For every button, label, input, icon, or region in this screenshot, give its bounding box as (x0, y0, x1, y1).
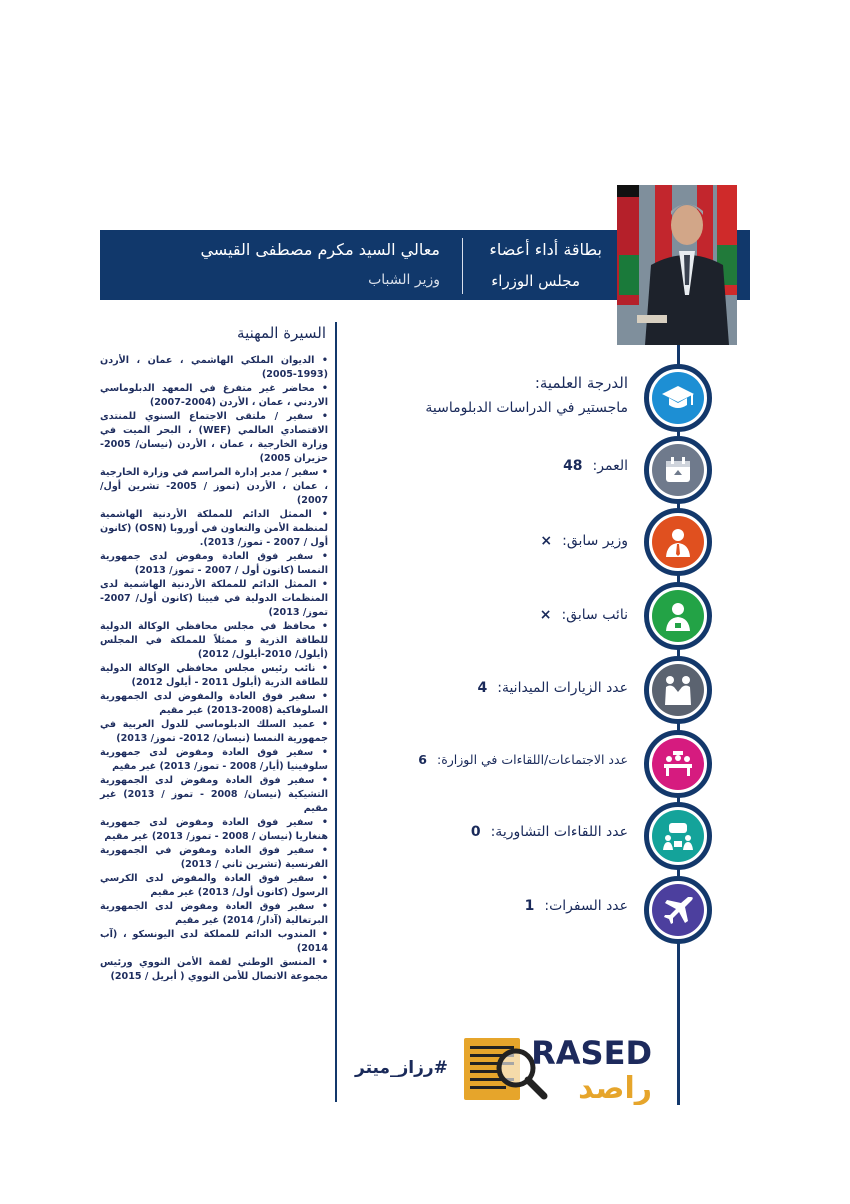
list-item: • سفير فوق العادة ومفوض لدى جمهورية سلوفينيا (أيار/ 2008 - تموز/ 2013) غير مقيم (100, 746, 328, 774)
header-divider (462, 238, 463, 294)
stat-age-label: العمر: (592, 458, 628, 474)
stat-trips-label: عدد السفرات: (544, 898, 628, 914)
stat-former-minister (540, 533, 628, 549)
calendar-icon (644, 436, 712, 504)
logo-latin-text: RASED (531, 1034, 652, 1072)
stat-former-deputy-value: × (539, 607, 552, 623)
stat-trips (525, 898, 628, 914)
stat-degree-label: الدرجة العلمية: (534, 374, 628, 392)
list-item: • سفير فوق العادة والمفوض لدى الكرسي الرسول (كانون أول/ 2013) غير مقيم (100, 872, 328, 900)
stat-degree-value: ماجستير في الدراسات الدبلوماسية (425, 400, 628, 416)
stat-age (563, 458, 628, 474)
stat-field-visits-label: عدد الزيارات الميدانية: (497, 680, 628, 696)
stat-consultations (471, 824, 628, 840)
deputy-icon (644, 582, 712, 650)
list-item: • سفير فوق العادة ومفوض لدى الجمهورية البرتغالية (آذار/ 2014) غير مقيم (100, 900, 328, 928)
handshake-icon (644, 656, 712, 724)
minister-position: وزير الشباب (368, 272, 440, 288)
list-item: • سفير فوق العادة ومفوض لدى جمهورية هنغاريا (نيسان / 2008 - تموز/ 2013) غير مقيم (100, 816, 328, 844)
airplane-icon (644, 876, 712, 944)
stat-consultations-value: 0 (470, 824, 481, 840)
list-item: • سفير فوق العادة ومفوض لدى جمهورية النمسا (كانون أول / 2007 - تموز/ 2013) (100, 550, 328, 578)
stat-age-value: 48 (563, 458, 583, 474)
minister-icon (644, 508, 712, 576)
list-item: • محاضر غير متفرغ في المعهد الدبلوماسي الاردني ، عمان ، الأردن (2004-2007) (100, 382, 328, 410)
hashtag: #رزاز_ميتر (355, 1058, 448, 1078)
stat-meetings-label: عدد الاجتماعات/اللقاءات في الوزارة: (437, 752, 628, 767)
list-item: • سفير فوق العادة ومفوض لدى الجمهورية التشيكية (نيسان/ 2008 - تموز / 2013) غير مقيم (100, 774, 328, 816)
stat-consultations-label: عدد اللقاءات التشاورية: (490, 824, 628, 840)
career-title: السيرة المهنية (237, 324, 326, 342)
minister-photo (617, 185, 737, 345)
stat-trips-value: 1 (524, 898, 535, 914)
logo-arabic-text: راصد (578, 1071, 652, 1105)
list-item: • سفير فوق العادة والمفوض لدى الجمهورية السلوفاكية (2008-2013) غير مقيم (100, 690, 328, 718)
list-item: • سفير / مدير إدارة المراسم في وزارة الخارجية ، عمان ، الأردن (تموز / 2005- تشرين أول/ 2007) (100, 466, 328, 508)
stat-meetings-value: 6 (418, 752, 427, 767)
card-title-line2: مجلس الوزراء (491, 272, 580, 290)
stat-former-deputy (540, 607, 628, 623)
card-title-line1: بطاقة أداء أعضاء (489, 240, 602, 259)
list-item: • الممثل الدائم للمملكة الأردنية الهاشمية لدى المنظمات الدولية في فيينا (كانون أول/ 2007-تموز/ 2013) (100, 578, 328, 620)
list-item: • محافظ في مجلس محافظي الوكالة الدولية للطاقة الذرية و ممثلاً للمملكة في المجلس (أيلول/ 2010-أيلول/ 2012) (100, 620, 328, 662)
stat-field-visits-value: 4 (477, 680, 488, 696)
column-divider (335, 322, 337, 1102)
list-item: • سفير / ملتقى الاجتماع السنوي للمنتدى الاقتصادي العالمي (WEF) ، البحر الميت في وزارة الخارجية ، عمان ، الأردن (نيسان/ 2005- حزيران 2005) (100, 410, 328, 466)
meeting-icon (644, 730, 712, 798)
consultation-icon (644, 802, 712, 870)
graduation-cap-icon (644, 364, 712, 432)
list-item: • الديوان الملكي الهاشمي ، عمان ، الأردن (1993-2005) (100, 354, 328, 382)
stat-former-minister-value: × (540, 533, 553, 549)
list-item: • عميد السلك الدبلوماسي للدول العربية في جمهورية النمسا (نيسان/ 2012- تموز/ 2013) (100, 718, 328, 746)
stat-former-minister-label: وزير سابق: (562, 533, 628, 549)
minister-name: معالي السيد مكرم مصطفى القيسي (200, 240, 440, 259)
stat-former-deputy-label: نائب سابق: (561, 607, 628, 623)
stat-field-visits (477, 680, 628, 696)
career-list (100, 354, 328, 984)
list-item: • المندوب الدائم للمملكة لدى اليونسكو ، (آب 2014) (100, 928, 328, 956)
list-item: • الممثل الدائم للمملكة الأردنية الهاشمية لمنظمة الأمن والتعاون في أوروبا (OSN) (كانون أول / 2007 - تموز/ 2013). (100, 508, 328, 550)
stat-meetings (418, 752, 628, 767)
rased-logo (462, 1030, 657, 1105)
list-item: • سفير فوق العادة ومفوض في الجمهورية الفرنسية (تشرين ثاني / 2013) (100, 844, 328, 872)
list-item: • نائب رئيس مجلس محافظي الوكالة الدولية للطاقة الذرية (أيلول 2011 - أيلول 2012) (100, 662, 328, 690)
list-item: • المنسق الوطني لقمة الأمن النووي ورئيس مجموعة الاتصال للأمن النووي ( أبريل / 2015) (100, 956, 328, 984)
